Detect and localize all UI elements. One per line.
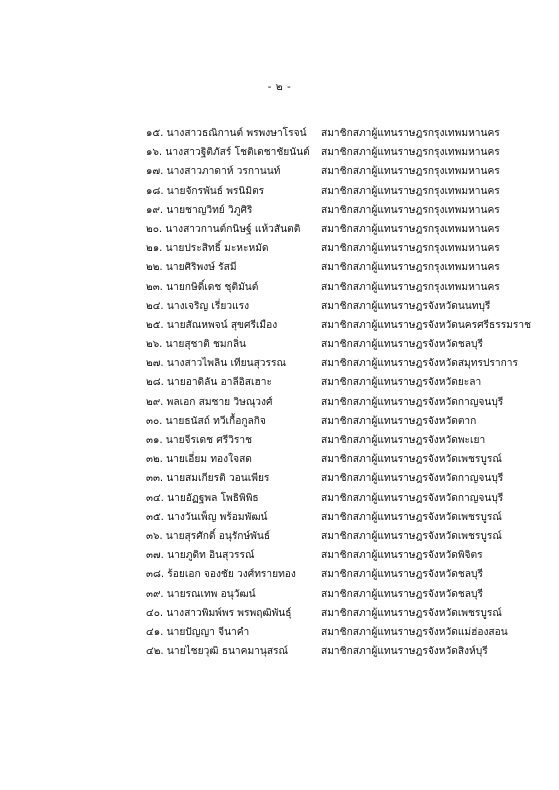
list-item xyxy=(146,623,506,642)
member-name: ๑๘. นายจักรพันธ์ พรนิมิตร xyxy=(146,185,265,197)
list-item xyxy=(146,201,506,220)
list-item xyxy=(146,182,506,201)
list-item xyxy=(146,527,506,546)
member-name: ๑๗. นางสาวภาดาห์ วรกานนท์ xyxy=(146,166,281,178)
list-item xyxy=(146,239,506,258)
member-name: ๒๓. นายกษิดิ์เดช ชุติมันต์ xyxy=(146,281,259,293)
member-role: สมาชิกสภาผู้แทนราษฎรจังหวัดนครศรีธรรมราช xyxy=(321,319,531,331)
member-role: สมาชิกสภาผู้แทนราษฎรจังหวัดชลบุรี xyxy=(321,588,483,600)
list-item xyxy=(146,585,506,604)
list-item xyxy=(146,412,506,431)
list-item xyxy=(146,508,506,527)
list-item xyxy=(146,431,506,450)
member-name: ๒๘. นายอาดิลัน อาลีอิสเฮาะ xyxy=(146,377,272,389)
list-item xyxy=(146,297,506,316)
member-role: สมาชิกสภาผู้แทนราษฎรจังหวัดกาญจนบุรี xyxy=(321,396,504,408)
list-item xyxy=(146,604,506,623)
member-role: สมาชิกสภาผู้แทนราษฎรกรุงเทพมหานคร xyxy=(321,223,500,235)
member-name: ๒๙. พลเอก สมชาย วิษณุวงศ์ xyxy=(146,396,273,408)
list-item xyxy=(146,316,531,335)
member-role: สมาชิกสภาผู้แทนราษฎรจังหวัดชลบุรี xyxy=(321,339,483,351)
list-item xyxy=(146,220,506,239)
member-role: สมาชิกสภาผู้แทนราษฎรกรุงเทพมหานคร xyxy=(321,128,500,139)
member-role: สมาชิกสภาผู้แทนราษฎรจังหวัดเพชรบูรณ์ xyxy=(321,530,502,542)
list-item xyxy=(146,354,518,373)
member-role: สมาชิกสภาผู้แทนราษฎรจังหวัดยะลา xyxy=(321,377,482,389)
list-item xyxy=(146,258,506,277)
member-name: ๓๖. นายสุรศักดิ์ อนุรักษ์พันธ์ xyxy=(146,530,271,542)
member-name: ๔๐. นางสาวพิมพ์พร พรพฤฒิพันธุ์ xyxy=(146,607,292,619)
member-name: ๒๔. นางเจริญ เรี่ยวแรง xyxy=(146,300,250,312)
member-role: สมาชิกสภาผู้แทนราษฎรจังหวัดสิงห์บุรี xyxy=(321,646,488,658)
member-name: ๓๓. นายสมเกียรติ วอนเพียร xyxy=(146,473,270,485)
list-item xyxy=(146,469,506,488)
member-role: สมาชิกสภาผู้แทนราษฎรจังหวัดสมุทรปราการ xyxy=(321,358,518,370)
member-name: ๔๑. นายปัญญา จีนาคำ xyxy=(146,626,250,638)
member-name: ๒๗. นางสาวไพลิน เทียนสุวรรณ xyxy=(146,358,286,370)
member-name: ๓๒. นายเอี่ยม ทองใจสด xyxy=(146,454,252,466)
member-role: สมาชิกสภาผู้แทนราษฎรกรุงเทพมหานคร xyxy=(321,147,500,159)
member-role: สมาชิกสภาผู้แทนราษฎรกรุงเทพมหานคร xyxy=(321,166,500,178)
member-name: ๓๗. นายภูดิท อินสุวรรณ์ xyxy=(146,550,255,562)
list-item xyxy=(146,565,506,584)
member-name: ๓๑. นายจีรเดช ศรีวิราช xyxy=(146,435,253,446)
member-role: สมาชิกสภาผู้แทนราษฎรจังหวัดพะเยา xyxy=(321,435,486,446)
member-name: ๑๙. นายชาญวิทย์ วิภูศิริ xyxy=(146,204,253,216)
member-role: สมาชิกสภาผู้แทนราษฎรกรุงเทพมหานคร xyxy=(321,185,500,197)
member-name: ๓๙. นายรณเทพ อนุวัฒน์ xyxy=(146,588,256,600)
member-list xyxy=(146,124,531,661)
member-name: ๔๒. นายไชยวุฒิ ธนาคมานุสรณ์ xyxy=(146,646,288,658)
member-name: ๓๐. นายธนัสถ์ ทวีเกื้อกูลกิจ xyxy=(146,415,266,427)
list-item xyxy=(146,278,506,297)
member-name: ๓๕. นางวันเพ็ญ พร้อมพัฒน์ xyxy=(146,511,268,523)
member-name: ๒๖. นายสุชาติ ชมกลิ่น xyxy=(146,339,247,351)
member-name: ๑๕. นางสาวธณิกานต์ พรพงษาโรจน์ xyxy=(146,128,307,139)
member-role: สมาชิกสภาผู้แทนราษฎรจังหวัดเพชรบูรณ์ xyxy=(321,454,502,466)
list-item xyxy=(146,393,506,412)
member-role: สมาชิกสภาผู้แทนราษฎรจังหวัดตาก xyxy=(321,415,477,427)
member-role: สมาชิกสภาผู้แทนราษฎรจังหวัดแม่ฮ่องสอน xyxy=(321,626,508,638)
member-role: สมาชิกสภาผู้แทนราษฎรกรุงเทพมหานคร xyxy=(321,262,500,274)
list-item xyxy=(146,335,506,354)
list-item xyxy=(146,124,506,143)
member-role: สมาชิกสภาผู้แทนราษฎรกรุงเทพมหานคร xyxy=(321,243,500,255)
list-item xyxy=(146,143,506,162)
member-name: ๒๐. นางสาวกานต์กนิษฐ์ แห้วสันตติ xyxy=(146,223,301,235)
member-role: สมาชิกสภาผู้แทนราษฎรจังหวัดชลบุรี xyxy=(321,569,483,581)
member-role: สมาชิกสภาผู้แทนราษฎรจังหวัดพิจิตร xyxy=(321,550,483,562)
member-role: สมาชิกสภาผู้แทนราษฎรจังหวัดกาญจนบุรี xyxy=(321,473,504,485)
member-name: ๒๑. นายประสิทธิ์ มะหะหมัด xyxy=(146,243,269,255)
list-item xyxy=(146,642,506,661)
page-number: - ๒ - xyxy=(267,81,292,93)
member-name: ๓๔. นายอัฏฐพล โพธิพิพิธ xyxy=(146,492,259,504)
list-item xyxy=(146,373,506,392)
member-role: สมาชิกสภาผู้แทนราษฎรจังหวัดเพชรบูรณ์ xyxy=(321,511,502,523)
member-name: ๓๘. ร้อยเอก จองชัย วงศ์ทรายทอง xyxy=(146,569,296,581)
list-item xyxy=(146,162,506,181)
member-role: สมาชิกสภาผู้แทนราษฎรกรุงเทพมหานคร xyxy=(321,204,500,216)
member-name: ๒๕. นายสัณหพจน์ สุขศรีเมือง xyxy=(146,319,278,331)
member-role: สมาชิกสภาผู้แทนราษฎรจังหวัดกาญจนบุรี xyxy=(321,492,504,504)
member-role: สมาชิกสภาผู้แทนราษฎรจังหวัดเพชรบูรณ์ xyxy=(321,607,502,619)
list-item xyxy=(146,546,506,565)
list-item xyxy=(146,489,506,508)
member-name: ๑๖. นางสาวฐิติภัสร์ โชติเดชาชัยนันต์ xyxy=(146,147,310,159)
list-item xyxy=(146,450,506,469)
member-name: ๒๒. นายศิริพงษ์ รัสมี xyxy=(146,262,237,274)
member-role: สมาชิกสภาผู้แทนราษฎรจังหวัดนนทบุรี xyxy=(321,300,491,312)
member-role: สมาชิกสภาผู้แทนราษฎรกรุงเทพมหานคร xyxy=(321,281,500,293)
